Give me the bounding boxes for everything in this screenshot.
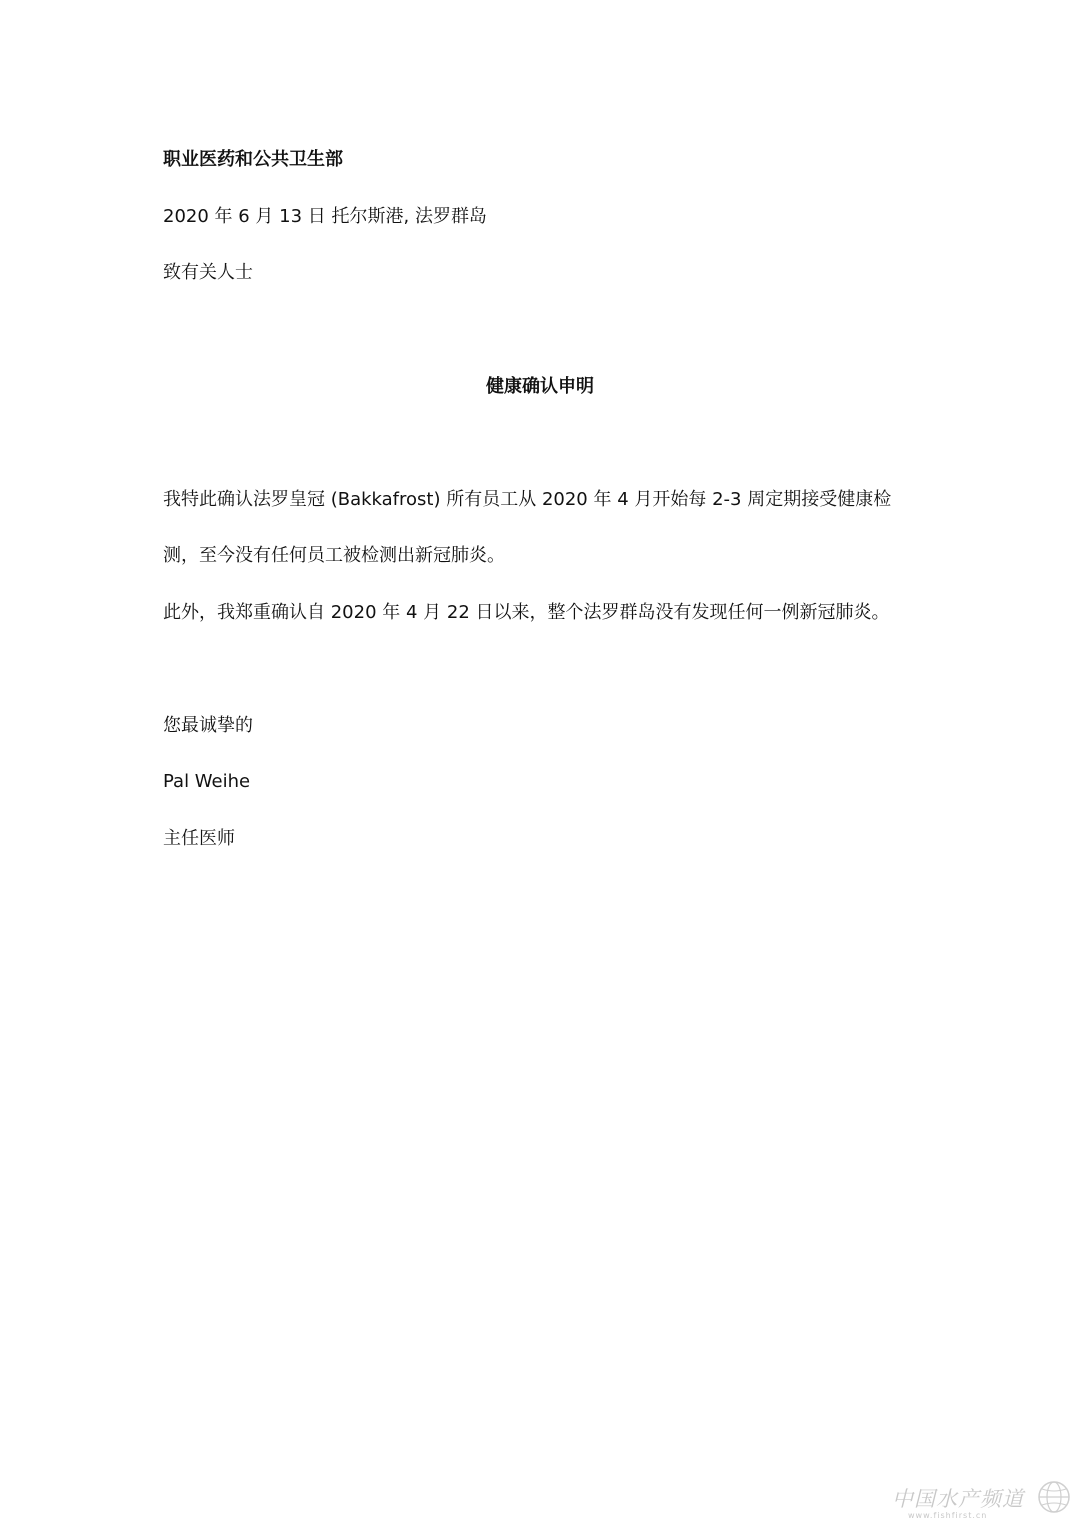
letter-title: 健康确认申明 <box>486 376 594 397</box>
closing: 您最诚挚的 <box>163 715 253 736</box>
date-place: 2020 年 6 月 13 日 托尔斯港, 法罗群岛 <box>163 206 487 227</box>
watermark-text: 中国水产频道 <box>892 1487 1024 1511</box>
signatory-name: Pal Weihe <box>163 771 251 792</box>
signatory-title: 主任医师 <box>163 828 235 849</box>
watermark-url: www.fishfirst.cn <box>908 1511 988 1520</box>
watermark <box>892 1477 1072 1523</box>
body-paragraph-2: 此外，我郑重确认自 2020 年 4 月 22 日以来，整个法罗群岛没有发现任何一例新冠肺炎。 <box>163 602 890 623</box>
salutation: 致有关人士 <box>163 262 253 283</box>
body-paragraph-1: 我特此确认法罗皇冠 (Bakkafrost) 所有员工从 2020 年 4 月开始每 2-3 周定期接受健康检测，至今没有任何员工被检测出新冠肺炎。 <box>163 489 892 566</box>
department-heading: 职业医药和公共卫生部 <box>163 149 343 170</box>
globe-icon <box>1036 1479 1072 1515</box>
